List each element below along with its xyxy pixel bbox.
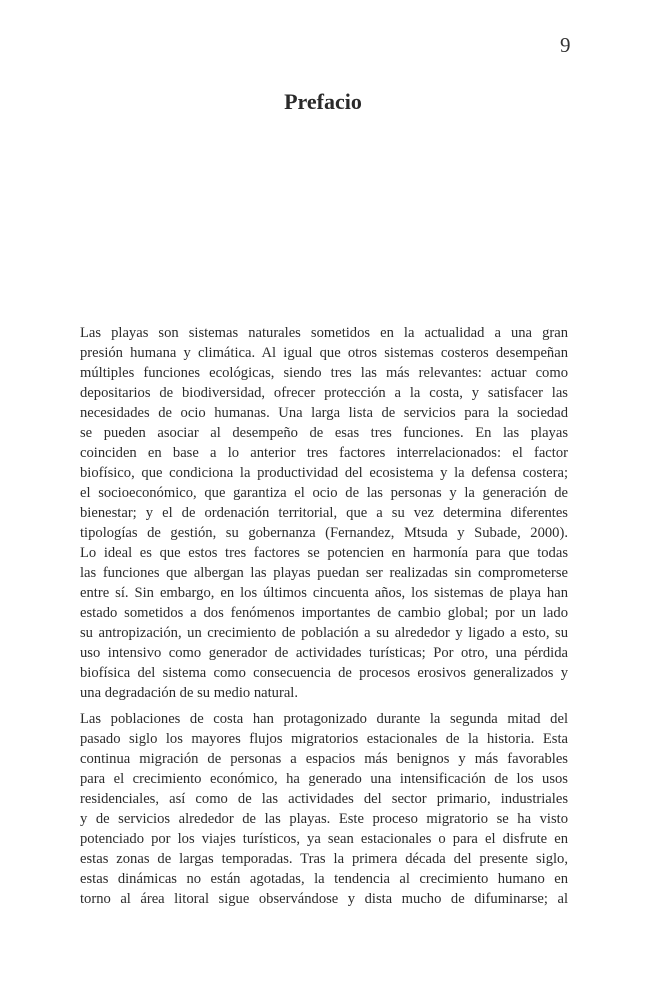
- text-line: Las playas son sistemas naturales sometidos en la actualidad a una gran: [80, 325, 568, 341]
- text-line: torno al área litoral sigue observándose y dista mucho de difuminarse; al: [80, 891, 568, 907]
- text-line: presión humana y climática. Al igual que otros sistemas costeros desempeñan: [80, 345, 568, 361]
- text-line: Lo ideal es que estos tres factores se potencien en harmonía para que todas: [80, 545, 568, 561]
- text-line: se pueden asociar al desempeño de esas tres funciones. En las playas: [80, 425, 568, 441]
- text-line: el socioeconómico, que garantiza el ocio de las personas y la generación de: [80, 485, 568, 501]
- text-line: y de servicios alrededor de las playas. Este proceso migratorio se ha visto: [80, 811, 568, 827]
- text-line: pasado siglo los mayores flujos migratorios estacionales de la historia. Esta: [80, 731, 568, 747]
- text-line: necesidades de ocio humanas. Una larga lista de servicios para la sociedad: [80, 405, 568, 421]
- text-line: depositarios de biodiversidad, ofrecer protección a la costa, y satisfacer las: [80, 385, 568, 401]
- text-line: uso intensivo como generador de actividades turísticas; Por otro, una pérdida: [80, 645, 568, 661]
- page-title: Prefacio: [284, 89, 362, 114]
- page-number: 9: [560, 33, 571, 57]
- body-text: [80, 323, 568, 915]
- text-line: biofísica del sistema como consecuencia de procesos erosivos generalizados y: [80, 665, 568, 681]
- text-line: estado sometidos a dos fenómenos importantes de cambio global; por un lado: [80, 605, 568, 621]
- text-line: para el crecimiento económico, ha generado una intensificación de los usos: [80, 771, 568, 787]
- text-line: tipologías de gestión, su gobernanza (Fernandez, Mtsuda y Subade, 2000).: [80, 525, 568, 541]
- paragraph-1: [80, 323, 568, 703]
- text-line: una degradación de su medio natural.: [80, 685, 299, 701]
- paragraph-2: [80, 709, 568, 909]
- text-line: su antropización, un crecimiento de población a su alrededor y ligado a esto, su: [80, 625, 568, 641]
- text-line: bienestar; y el de ordenación territorial, que a su vez determina diferentes: [80, 505, 568, 521]
- text-line: potenciado por los viajes turísticos, ya sean estacionales o para el disfrute en: [80, 831, 568, 847]
- text-line: continua migración de personas a espacios más benignos y más favorables: [80, 751, 568, 767]
- text-line: biofísico, que condiciona la productividad del ecosistema y la defensa costera;: [80, 465, 568, 481]
- text-line: residenciales, así como de las actividades del sector primario, industriales: [80, 791, 568, 807]
- text-line: múltiples funciones ecológicas, siendo tres las más relevantes: actuar como: [80, 365, 568, 381]
- text-line: entre sí. Sin embargo, en los últimos cincuenta años, los sistemas de playa han: [80, 585, 568, 601]
- text-line: estas zonas de largas temporadas. Tras la primera década del presente siglo,: [80, 851, 568, 867]
- text-line: las funciones que albergan las playas puedan ser realizadas sin comprometerse: [80, 565, 568, 581]
- text-line: coinciden en base a lo anterior tres factores interrelacionados: el factor: [80, 445, 568, 461]
- text-line: Las poblaciones de costa han protagonizado durante la segunda mitad del: [80, 711, 568, 727]
- text-line: estas dinámicas no están agotadas, la tendencia al crecimiento humano en: [80, 871, 568, 887]
